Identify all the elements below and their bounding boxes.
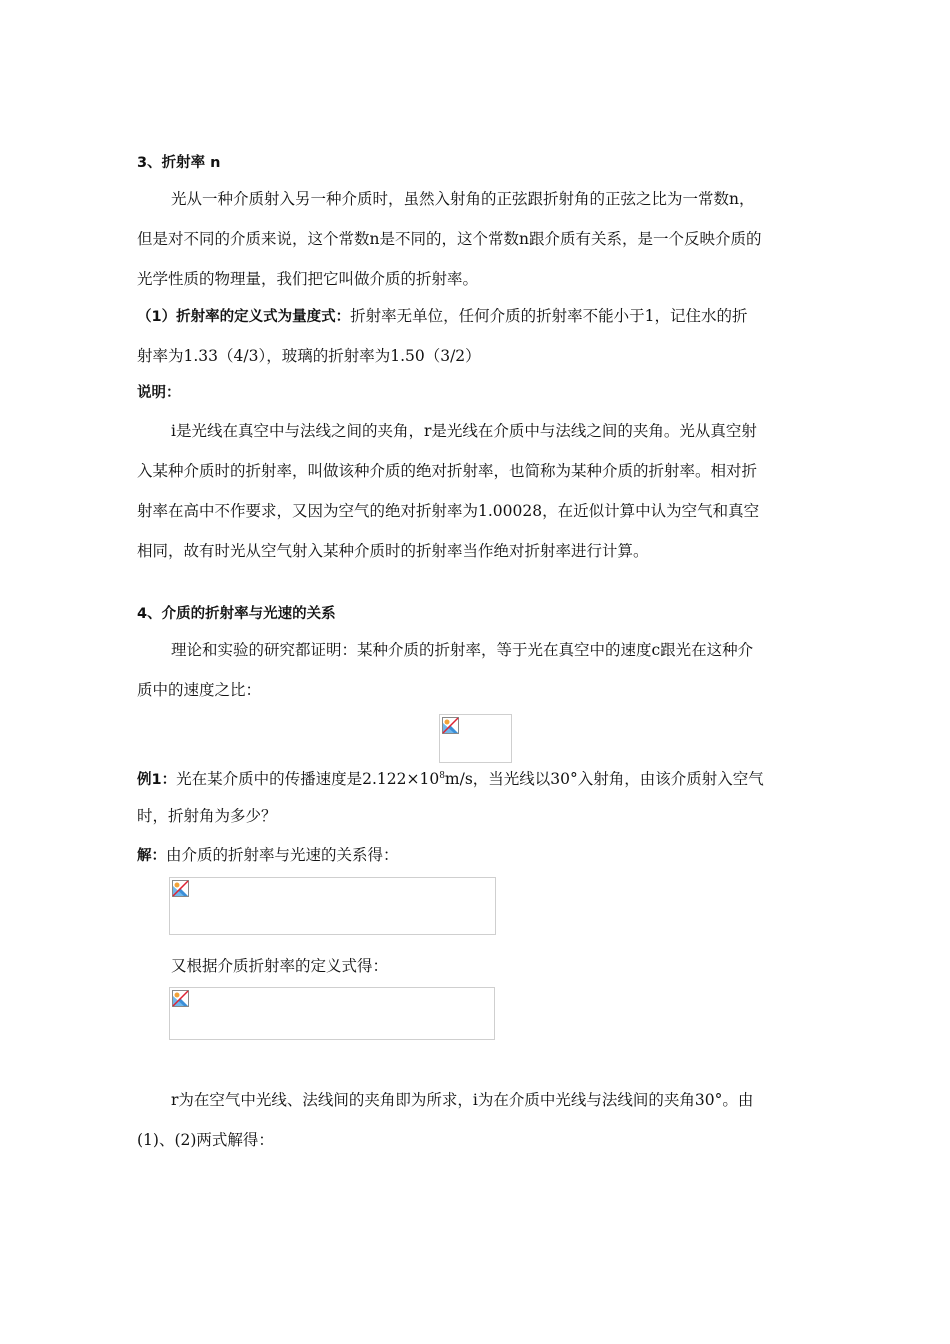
formula-image-3: [169, 987, 495, 1040]
s4-p1-line1: 理论和实验的研究都证明：某种介质的折射率，等于光在真空中的速度c跟光在这种介: [171, 641, 754, 659]
definition-line: [137, 306, 747, 327]
section4-heading: 4、介质的折射率与光速的关系: [137, 606, 336, 622]
broken-image-icon: [172, 880, 189, 897]
example-label: 例1：: [137, 772, 177, 789]
note-line3: 射率在高中不作要求，又因为空气的绝对折射率为1.00028，在近似计算中认为空气和真空: [137, 502, 760, 520]
note-line4: 相同，故有时光从空气射入某种介质时的折射率当作绝对折射率进行计算。: [137, 542, 649, 560]
example-exponent: 8: [439, 771, 445, 781]
note-label: 说明：: [137, 385, 181, 401]
solution-p-line1: r为在空气中光线、法线间的夹角即为所求，i为在介质中光线与法线间的夹角30°。由: [171, 1091, 754, 1109]
note-line2: 入某种介质时的折射率，叫做该种介质的绝对折射率，也简称为某种介质的折射率。相对折: [137, 462, 758, 480]
example-line1: [137, 766, 764, 790]
solution-line1: [137, 845, 399, 866]
s3-p1-line3: 光学性质的物理量，我们把它叫做介质的折射率。: [137, 270, 479, 288]
formula-image-1: [439, 714, 512, 763]
definition-line2: 射率为1.33（4/3），玻璃的折射率为1.50（3/2）: [137, 347, 481, 365]
section3-heading: 3、折射率 n: [137, 155, 221, 171]
example-text-a: 光在某介质中的传播速度是2.122×10: [176, 770, 440, 789]
example-line2: 时，折射角为多少？: [137, 807, 277, 825]
s3-p1-line2: 但是对不同的介质来说，这个常数n是不同的，这个常数n跟介质有关系，是一个反映介质的: [137, 230, 762, 248]
solution-line2: 又根据介质折射率的定义式得：: [171, 957, 389, 975]
broken-image-icon: [172, 990, 189, 1007]
solution-text: 由介质的折射率与光速的关系得：: [166, 846, 399, 864]
note-line1: i是光线在真空中与法线之间的夹角，r是光线在介质中与法线之间的夹角。光从真空射: [171, 422, 757, 440]
definition-label: （1）折射率的定义式为量度式：: [137, 309, 351, 325]
formula-image-2: [169, 877, 496, 935]
solution-label: 解：: [137, 848, 166, 864]
example-text-b: m/s，当光线以30°入射角，由该介质射入空气: [444, 770, 764, 789]
s3-p1-line1: 光从一种介质射入另一种介质时，虽然入射角的正弦跟折射角的正弦之比为一常数n，: [171, 190, 755, 208]
solution-p-line2: (1)、(2)两式解得：: [137, 1131, 274, 1149]
definition-text: 折射率无单位，任何介质的折射率不能小于1，记住水的折: [350, 307, 748, 325]
broken-image-icon: [442, 717, 459, 734]
s4-p1-line2: 质中的速度之比：: [137, 681, 262, 699]
